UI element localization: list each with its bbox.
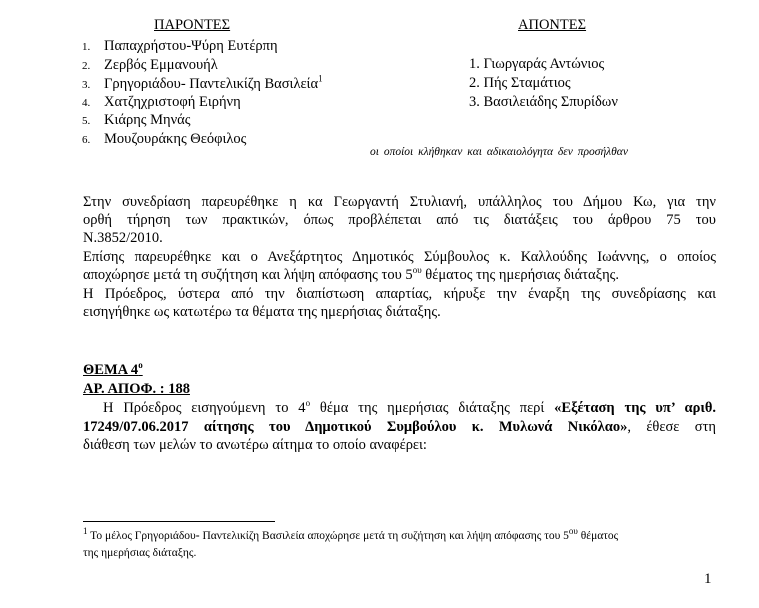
present-item-number: 3.	[82, 79, 91, 91]
absent-item-name: Βασιλειάδης Σπυρίδων	[483, 94, 618, 110]
body-line-5-text: αποχώρησε μετά τη συζήτηση και λήψη απόφασης του 5	[83, 267, 413, 283]
present-item-number: 4.	[82, 97, 91, 109]
body-line-5	[83, 266, 619, 284]
footnote-mark: 1	[83, 526, 88, 537]
footnote-text: Παντελικίζη Βασιλεία αποχώρησε μετά τη συζήτηση και λήψη απόφασης του 5	[199, 530, 569, 542]
topic-text: , έθεσε στη	[627, 419, 716, 435]
body-line-2: ορθή τήρηση των πρακτικών, όπως προβλέπεται από τις διατάξεις του άρθρου 75 του	[83, 212, 716, 228]
present-heading: ΠΑΡΟΝΤΕΣ	[154, 17, 231, 33]
absent-item-name: Γιωργαράς Αντώνιος	[483, 56, 605, 72]
page-number: 1	[704, 571, 712, 587]
present-item-number: 6.	[82, 134, 91, 146]
present-item-number: 1.	[82, 41, 91, 53]
topic-paragraph-line-1	[83, 399, 716, 417]
ordinal-suffix: ο	[305, 398, 311, 409]
absent-item-number: 1.	[469, 56, 480, 72]
absent-item	[469, 55, 604, 73]
body-line-4: Επίσης παρευρέθηκε και ο Ανεξάρτητος Δημοτικός Σύμβουλος κ. Καλλούδης Ιωάννης, ο οποίος	[83, 249, 716, 265]
topic-title	[83, 361, 143, 379]
present-item-name: Χατζηχριστοφή Ειρήνη	[104, 94, 241, 110]
present-item-number: 5.	[82, 115, 91, 127]
topic-text: θέμα της ημερήσιας διάταξης περί	[310, 400, 555, 416]
body-line-1: Στην συνεδρίαση παρευρέθηκε η κα Γεωργαντή Στυλιανή, υπάλληλος του Δήμου Κω, για την	[83, 194, 716, 210]
ordinal-suffix: ου	[412, 265, 422, 276]
ordinal-suffix: ο	[138, 360, 143, 371]
present-item-name: Ζερβός Εμμανουήλ	[104, 57, 218, 73]
footnote-separator	[83, 521, 275, 522]
absent-item	[469, 74, 571, 92]
absent-heading: ΑΠΟΝΤΕΣ	[518, 17, 587, 33]
absent-item-number: 2.	[469, 75, 480, 91]
topic-paragraph-line-2	[83, 418, 716, 436]
present-item	[82, 56, 218, 75]
present-item	[82, 75, 323, 94]
absent-item-number: 3.	[469, 94, 480, 110]
footnote-line-1	[83, 526, 619, 544]
footnote-reference: 1	[318, 73, 323, 84]
absent-note: οι οποίοι κλήθηκαν και αδικαιολόγητα δεν προσήλθαν	[370, 146, 628, 158]
body-line-5-text-end: θέματος της ημερήσιας διάταξης.	[421, 267, 620, 283]
absent-item	[469, 93, 618, 111]
body-line-7: εισηγήθηκε ως κατωτέρω τα θέματα της ημερήσιας διάταξης.	[83, 304, 441, 320]
footnote-text: Το μέλος Γρηγοριάδου	[87, 530, 196, 542]
decision-number: ΑΡ. ΑΠΟΦ. : 188	[83, 381, 190, 397]
ordinal-suffix: ου	[568, 526, 578, 537]
present-item	[82, 93, 241, 112]
footnote-text: θέματος	[577, 530, 619, 542]
topic-subject: 17249/07.06.2017 αίτησης του Δημοτικού Συμβούλου κ. Μυλωνά Νικόλαο»	[83, 419, 628, 435]
topic-subject: «Εξέταση της υπ’ αριθ.	[554, 400, 717, 416]
present-item-name: Παπαχρήστου-Ψύρη Ευτέρπη	[104, 38, 278, 54]
footnote-text: -	[195, 530, 200, 542]
topic-title-text: ΘΕΜΑ 4	[83, 362, 139, 378]
body-line-6: Η Πρόεδρος, ύστερα από την διαπίστωση απαρτίας, κήρυξε την έναρξη της συνεδρίασης και	[83, 286, 716, 302]
present-item-name: Μουζουράκης Θεόφιλος	[104, 131, 247, 147]
topic-paragraph-line-3: διάθεση των μελών το ανωτέρω αίτημα το οποίο αναφέρει:	[83, 437, 427, 453]
present-item	[82, 111, 191, 130]
present-item-number: 2.	[82, 60, 91, 72]
present-item-name: Κιάρης Μηνάς	[104, 112, 191, 128]
absent-item-name: Πής Σταμάτιος	[483, 75, 571, 91]
present-item	[82, 130, 246, 149]
present-item	[82, 37, 278, 56]
body-line-3: Ν.3852/2010.	[83, 230, 163, 246]
topic-text: Η Πρόεδρος εισηγούμενη το 4	[103, 400, 306, 416]
present-item-name: Γρηγοριάδου- Παντελικίζη Βασιλεία	[104, 76, 319, 92]
footnote-line-2: της ημερήσιας διάταξης.	[83, 547, 197, 559]
